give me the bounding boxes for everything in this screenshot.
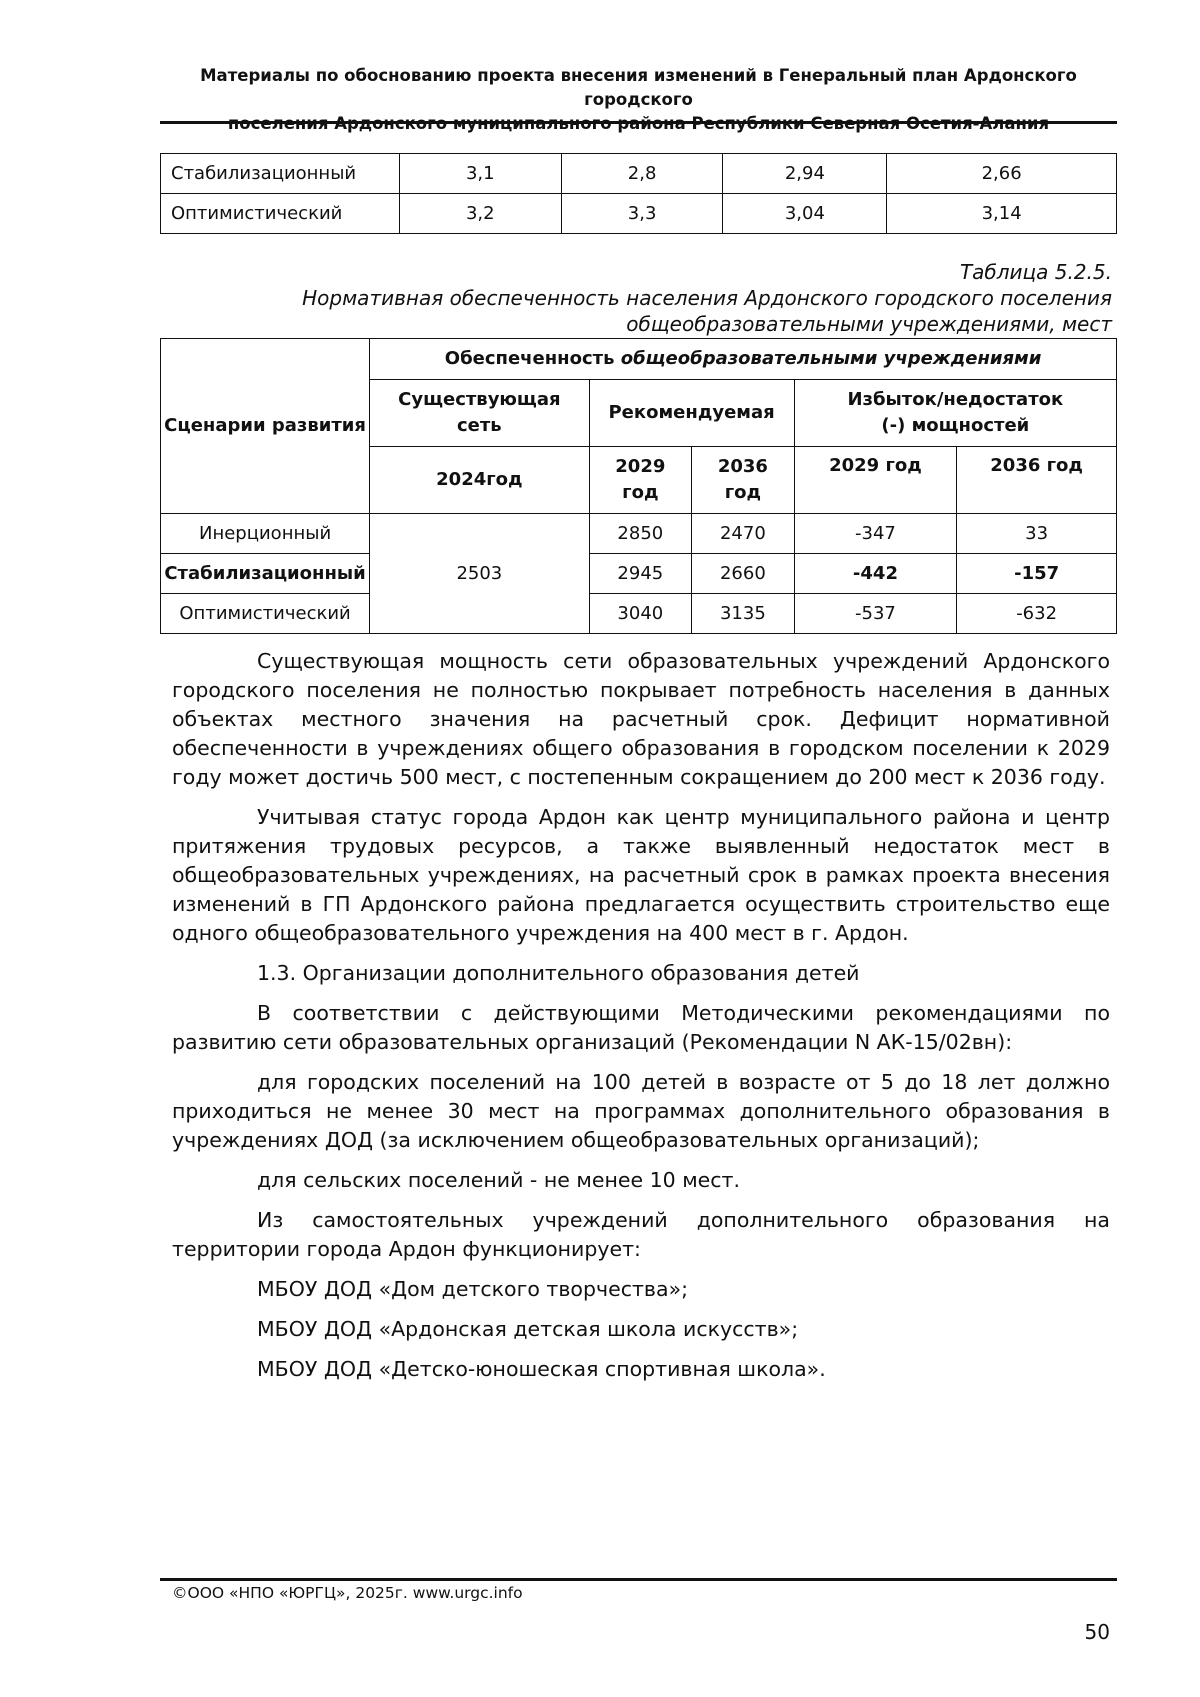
table-cell: Оптимистический (161, 194, 400, 234)
continued-table (160, 153, 1117, 234)
table-cell: -157 (957, 554, 1117, 594)
table-cell: 3,1 (399, 154, 561, 194)
caption-title-2: общеобразовательными учреждениями, мест (626, 312, 1112, 336)
table-cell: 3,3 (561, 194, 723, 234)
table-cell: 3,04 (723, 194, 887, 234)
table-cell: 3,14 (887, 194, 1117, 234)
table-cell: 3,2 (399, 194, 561, 234)
table-cell: Стабилизационный (161, 154, 400, 194)
paragraph: Из самостоятельных учреждений дополнительного образования на территории города Ардон функционирует: (172, 1208, 1110, 1261)
table-cell: 2,66 (887, 154, 1117, 194)
table-cell: 3040 (589, 594, 692, 634)
table-caption (300, 259, 1112, 337)
table-cell: 2850 (589, 514, 692, 554)
table-cell: 33 (957, 514, 1117, 554)
scenario-name: Инерционный (161, 514, 370, 554)
header-line-2 (165, 112, 1112, 136)
paragraph: Существующая мощность сети образовательных учреждений Ардонского городского поселения не полностью покрывает потребность населения в данных объектах местного значения на расчетный срок. Дефицит нормативной обеспеченности в учреждениях общего образования в городском поселении к 2029 году может достичь 500 мест, с постепенным сокращением до 200 мест к 2036 году. (172, 649, 1110, 789)
list-item: МБОУ ДОД «Детско-юношеская спортивная школа». (257, 1357, 826, 1381)
header-cell-year: 2029 год (589, 447, 692, 514)
caption-title-1: Нормативная обеспеченность населения Ардонского городского поселения (302, 286, 1112, 310)
header-cell-scenarios: Сценарии развития (161, 339, 370, 514)
header-cell-surplus: Избыток/недостаток (-) мощностей (794, 380, 1116, 447)
header-cell-year: 2036 год (692, 447, 795, 514)
table-header-row (161, 339, 1117, 380)
header-cell-year: 2036 год (957, 447, 1117, 514)
table-cell: 2660 (692, 554, 795, 594)
table-cell: -347 (794, 514, 957, 554)
paragraph: для сельских поселений - не менее 10 мест. (257, 1168, 741, 1192)
footer-copyright: ©ООО «НПО «ЮРГЦ», 2025г. www.urgc.info (172, 1584, 523, 1602)
footer-rule (160, 1578, 1117, 1581)
paragraph: Учитывая статус города Ардон как центр муниципального района и центр притяжения трудовых ресурсов, а также выявленный недостаток мест в общеобразовательных учреждениях, на расчетный срок в рамках проекта внесения изменений в ГП Ардонского района предлагается осуществить строительство еще одного общеобразовательного учреждения на 400 мест в г. Ардон. (172, 805, 1110, 945)
table-cell: -632 (957, 594, 1117, 634)
existing-value: 2503 (370, 514, 589, 634)
table-cell: -537 (794, 594, 957, 634)
caption-number: Таблица 5.2.5. (959, 260, 1112, 284)
provision-table (160, 338, 1117, 634)
table-cell: 2,8 (561, 154, 723, 194)
body-text (172, 647, 1110, 1395)
header-cell-recommended: Рекомендуемая (589, 380, 794, 447)
scenario-name: Стабилизационный (161, 554, 370, 594)
table-row (161, 154, 1117, 194)
table-row (161, 514, 1117, 554)
header-cell-year: 2024год (370, 447, 589, 514)
table-cell: -442 (794, 554, 957, 594)
page-header (165, 64, 1112, 136)
table-row (161, 554, 1117, 594)
paragraph: В соответствии с действующими Методическими рекомендациями по развитию сети образовательных организаций (Рекомендации N АК-15/02вн): (172, 1001, 1110, 1054)
list-item: МБОУ ДОД «Ардонская детская школа искусств»; (257, 1317, 799, 1341)
paragraph: для городских поселений на 100 детей в возрасте от 5 до 18 лет должно приходиться не менее 30 мест на программах дополнительного образования в учреждениях ДОД (за исключением общеобразовательных организаций); (172, 1070, 1110, 1152)
table-row (161, 594, 1117, 634)
list-item: МБОУ ДОД «Дом детского творчества»; (257, 1277, 689, 1301)
group-title-italic: общеобразовательными учреждениями (620, 348, 1042, 369)
header-cell-group (370, 339, 1117, 380)
table-cell: 2470 (692, 514, 795, 554)
table-cell: 2945 (589, 554, 692, 594)
group-title-plain: Обеспеченность (444, 348, 621, 369)
page-number: 50 (1084, 1620, 1110, 1644)
table-cell: 2,94 (723, 154, 887, 194)
section-heading: 1.3. Организации дополнительного образования детей (257, 961, 860, 985)
header-cell-year: 2029 год (794, 447, 957, 514)
header-rule (160, 121, 1117, 124)
header-line-1: Материалы по обоснованию проекта внесения изменений в Генеральный план Ардонского городского (200, 66, 1077, 109)
table-cell: 3135 (692, 594, 795, 634)
table-row (161, 194, 1117, 234)
header-cell-existing: Существующая сеть (370, 380, 589, 447)
scenario-name: Оптимистический (161, 594, 370, 634)
